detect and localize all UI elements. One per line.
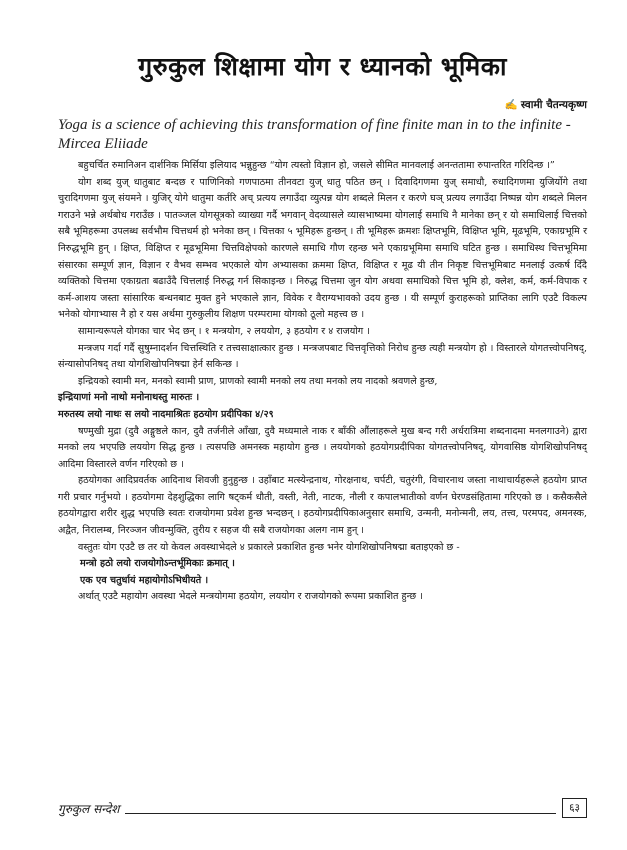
footer-rule bbox=[125, 813, 556, 814]
verse-line-3: मन्त्रो हठो लयो राजयोगोऽन्तर्भूमिकाः क्रमात् । bbox=[80, 558, 235, 570]
verse-line-2: मरुतस्य लयो नाथः स लयो नादमाश्रितः हठयोग प्रदीपिका ४/२९ bbox=[58, 408, 274, 420]
article-title: गुरुकुल शिक्षामा योग र ध्यानको भूमिका bbox=[138, 52, 507, 81]
verse-line-1: इन्द्रियाणां मनो नाथो मनोनाथस्तु मारुतः । bbox=[58, 392, 200, 404]
page-footer bbox=[58, 794, 587, 818]
paragraph-mantra-yoga: मन्त्रजप गर्दा गर्दै सुषुम्नादर्शन चित्तस्थिति र तत्त्वसाक्षात्कार हुन्छ । मन्त्रजपबाट चित्तवृत्तिको निरोध हुन्छ त्यही मन्त्रयोग हो । विस्तारले योगतत्त्वोपनिषद्, संन्यासोपनिषद् तथा योगशिखोपनिषद्मा हेर्न सकिन्छ । bbox=[58, 342, 587, 371]
paragraph-types: सामान्यरूपले योगका चार भेद छन् । १ मन्त्रयोग, २ लययोग, ३ हठयोग र ४ राजयोग । bbox=[78, 325, 370, 337]
paragraph-hatha-yoga: हठयोगका आदिप्रवर्तक आदिनाथ शिवजी हुनुहुन्छ । उहाँबाट मत्स्येन्द्रनाथ, गोरक्षनाथ, चर्पटी, चतुरंगी, विचारनाथ जस्ता नाथाचार्यहरूले हठयोग प्राप्त गरी प्रचार गर्नुभयो । हठयोगमा देहशुद्धिका लागि षट्कर्म धौती, वस्ती, नेती, नाटक, नौली र कपालभातीको वर्णन घेरण्डसंहितामा गरिएको छ । कसैकसैले हठयोगद्वारा शरीर शुद्ध भएपछि स्वतः राजयोगमा प्रवेश हुन्छ भन्दछन् । हठयोगप्रदीपिकाअनुसार समाधि, उन्मनी, मनोन्मनी, लय, तत्त्व, परमपद, अमनस्क, अद्वैत, निरालम्ब, निरञ्जन जीवन्मुक्ति, तुरीय र सहज यी सबै राजयोगका अलग नाम हुन् । bbox=[58, 475, 587, 537]
paragraph-closing: अर्थात् एउटै महायोग अवस्था भेदले मन्त्रयोगमा हठयोग, लययोग र राजयोगको रूपमा प्रकाशित हुन्छ । bbox=[78, 591, 423, 603]
page-number: ६३ bbox=[562, 798, 587, 818]
paragraph-intro: बहुचर्चित रुमानिअन दार्शनिक मिर्सिया इलियाद भन्नुहुन्छ “योग त्यस्तो विज्ञान हो, जसले सीमित मानवलाई अनन्ततामा रुपान्तरित गरिदिन्छ ।” bbox=[78, 160, 555, 171]
paragraph-etymology: योग शब्द युज् धातुबाट बन्दछ र पाणिनिको गणपाठमा तीनवटा युज् धातु पठित छन् । दिवादिगणमा युज् समाधौ, रुधादिगणमा युजिर्योगे तथा चुरादिगणमा युज् संयमने । युजिर् योगे धातुमा कर्तरि अच् प्रत्यय लगाउँदा व्युत्पन्न योग शब्दले मिलन र करणे घञ् प्रत्यय लगाउँदा निष्पन्न योग शब्दले मिलन गराउने भन्ने अर्थबोध गराउँछ । पातञ्जल योगसूत्रको व्याख्या गर्दै भगवान् वेदव्यासले व्यासभाष्यमा योगलाई समाधि नै मानेका छन् र यो समाधिलाई चित्तको सबै भूमिहरूमा उपलब्ध सर्वभौम चित्तधर्म हो भनेका छन् । चित्तका ५ भूमिहरू हुन्छन् । ती भूमिहरू क्रमशः क्षिप्तभूमि, विक्षिप्त भूमि, मूढभूमि, एकाग्रभूमि र निरुद्धभूमि हुन् । क्षिप्त, विक्षिप्त र मूढभूमिमा चित्तविक्षेपको कारणले समाधि गौण रहन्छ भने एकाग्रभूमिमा समाधि घटित हुन्छ । समाधिस्थ चित्तभूमिमा संसारका सम्पूर्ण ज्ञान, विज्ञान र वैभव सम्भव भएकाले योग अभ्यासका क्रममा क्षिप्त, विक्षिप्त र मूढ यी तीन निकृष्ट चित्तभूमिबाट मनलाई उत्कर्ष दिँदै व्यक्तिको चित्तमा एकाग्रता बढाउँदै चित्तलाई निरुद्ध गर्न सिकाइन्छ । निरुद्ध चित्तमा जुन योग अथवा समाधिको चित्त भूमि हो, क्लेश, कर्म, कर्म-विपाक र कर्म-आशय जस्ता सांसारिक बन्धनबाट मुक्त हुने भएकाले ज्ञान, विवेक र वैराग्यभावको उदय हुन्छ । यी सम्पूर्ण कुराहरूको प्राप्तिका लागि एउटै विकल्प भनेको योगाभ्यास नै हो र यस अर्थमा गुरुकुलीय शिक्षण परम्परामा योगको ठूलो महत्त्व छ । bbox=[58, 176, 587, 321]
author-line bbox=[58, 98, 587, 112]
publication-title: गुरुकुल सन्देश bbox=[58, 802, 120, 816]
paragraph-four-forms: वस्तुतः योग एउटै छ तर यो केवल अवस्थाभेदले ४ प्रकारले प्रकाशित हुन्छ भनेर योगशिखोपनिषद्मा बताइएको छ - bbox=[78, 541, 460, 553]
verse-line-4: एक एव चतुर्धायं महायोगोऽभिधीयते । bbox=[80, 574, 209, 586]
author-name: स्वामी चैतन्यकृष्ण bbox=[520, 99, 587, 111]
paragraph-laya-intro: इन्द्रियको स्वामी मन, मनको स्वामी प्राण, प्राणको स्वामी मनको लय तथा मनको लय नादको श्रवणले हुन्छ, bbox=[78, 375, 438, 387]
pen-icon: ✍ bbox=[504, 99, 518, 111]
epigraph: Yoga is a science of achieving this transformation of fine finite man in to the infinite - Mircea Eliiade bbox=[58, 117, 571, 152]
paragraph-shanmukhi: षण्मुखी मुद्रा (दुवै अङ्गुष्ठले कान, दुवै तर्जनीले आँखा, दुवै मध्यमाले नाक र बाँकी औंलाहरूले मुख बन्द गरी अर्धरात्रिमा शब्दनादमा मनलगाउने) द्वारा मनको लय भएपछि लययोग सिद्ध हुन्छ । त्यसपछि अमनस्क महायोग हुन्छ । लययोगको हठयोगप्रदीपिका योगतत्त्वोपनिषद्, योगवासिष्ठ योगशिखोपनिषद् आदिमा विस्तारले वर्णन गरिएको छ । bbox=[58, 425, 587, 470]
